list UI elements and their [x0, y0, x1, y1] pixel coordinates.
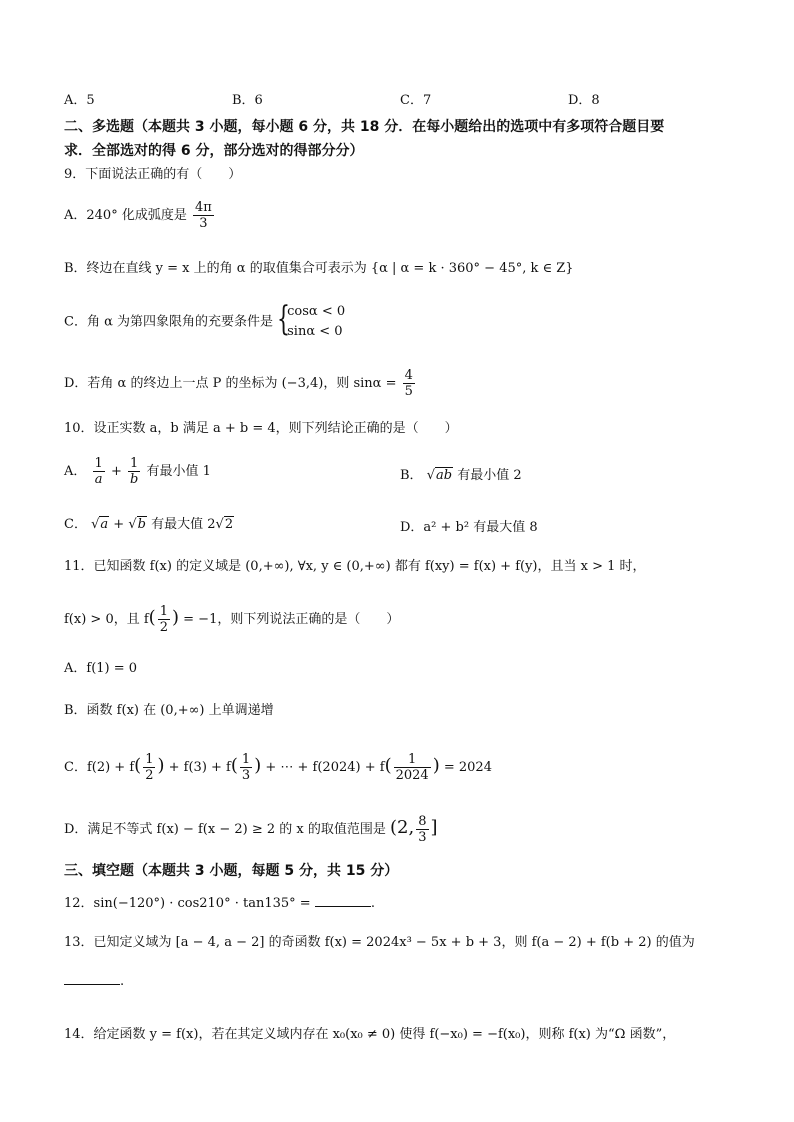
plus-sign: + [113, 517, 125, 532]
q8-options [64, 92, 744, 110]
q11-option-d-fraction [416, 814, 428, 845]
fraction-denominator: b [130, 472, 139, 487]
interval-close: ] [430, 817, 438, 838]
fraction-denominator: 3 [241, 768, 251, 783]
q10-option-b [400, 464, 522, 483]
q11-option-c [64, 752, 492, 783]
fraction-numerator: 1 [128, 456, 140, 472]
q10-option-a-label: A． [64, 464, 87, 479]
paren-close: ) [171, 607, 180, 628]
paren-open: ( [384, 755, 392, 776]
fraction-denominator: a [94, 472, 103, 487]
sqrt-icon: √b [128, 517, 146, 532]
fraction-denominator: 3 [199, 216, 208, 231]
paren-close: ) [432, 755, 440, 776]
q11-option-c-mid2: + ⋯ + f(2024) + f [265, 760, 385, 775]
q10-option-c-text: 有最大值 2 [151, 517, 216, 532]
paren-close: ) [157, 755, 165, 776]
q10-option-c-label: C． [64, 517, 87, 532]
fraction-denominator: 2024 [395, 768, 429, 783]
q11-option-d [64, 814, 438, 845]
q11-option-c-fraction-2 [240, 752, 252, 783]
q13-end: . [120, 974, 125, 989]
q9-option-d-fraction [403, 368, 415, 399]
fraction-numerator: 1 [394, 752, 431, 768]
fraction-numerator: 8 [418, 814, 427, 829]
q9-option-b: B．终边在直线 y = x 上的角 α 的取值集合可表示为 {α | α = k · 360° − 45°, k ∈ Z} [64, 261, 574, 276]
q9-option-a [64, 200, 216, 231]
q9-option-a-text: A．240° 化成弧度是 [64, 208, 187, 223]
section3-heading: 三、填空题（本题共 3 小题，每题 5 分，共 15 分） [64, 863, 399, 879]
q10-option-a [64, 456, 211, 487]
q9-option-d [64, 368, 417, 399]
q11-option-a: A．f(1) = 0 [64, 661, 138, 676]
q11-option-d-pre: D．满足不等式 f(x) − f(x − 2) ≥ 2 的 x 的取值范围是 [64, 822, 386, 837]
sqrt-icon: √2 [215, 517, 234, 532]
radicand: ab [436, 468, 453, 483]
answer-blank[interactable] [315, 894, 371, 907]
q11-stem-line2 [64, 604, 399, 635]
section2-heading-line2: 求．全部选对的得 6 分，部分选对的得部分分） [64, 143, 364, 159]
fraction-numerator: 1 [94, 456, 103, 471]
paren-open: ( [134, 755, 142, 776]
q9-option-c-system [277, 299, 346, 342]
q9-option-c [64, 299, 346, 342]
q10-option-b-text: 有最小值 2 [457, 468, 522, 483]
q8-option-a: A．5 [64, 93, 95, 108]
system-line-2: sinα < 0 [287, 324, 343, 339]
q11-stem-line2-pre: f(x) > 0，且 f [64, 612, 149, 627]
system-line-1: cosα < 0 [287, 304, 346, 319]
q13-answer [64, 972, 124, 991]
q11-option-c-pre: C．f(2) + f [64, 760, 135, 775]
q12-text: 12．sin(−120°) · cos210° · tan135° = [64, 896, 311, 911]
paren-open: ( [148, 607, 156, 628]
q9-option-c-text: C．角 α 为第四象限角的充要条件是 [64, 314, 273, 330]
q11-option-c-mid: + f(3) + f [168, 760, 231, 775]
q10-option-a-fraction-1 [93, 456, 105, 487]
radicand: b [137, 517, 146, 532]
q11-option-c-fraction-1 [143, 752, 155, 783]
q11-stem-fraction [158, 604, 170, 635]
q10-option-a-text: 有最小值 1 [146, 464, 211, 479]
q14-text: 14．给定函数 y = f(x)，若在其定义域内存在 x₀(x₀ ≠ 0) 使得 f(−x₀) = −f(x₀)，则称 f(x) 为“Ω 函数”， [64, 1027, 676, 1042]
q8-option-b: B．6 [232, 93, 263, 108]
sqrt-icon: √ab [426, 468, 453, 483]
q11-option-b: B．函数 f(x) 在 (0,+∞) 上单调递增 [64, 703, 274, 718]
answer-blank[interactable] [64, 972, 120, 985]
q10-option-b-label: B． [400, 468, 423, 483]
section2-heading-line1: 二、多选题（本题共 3 小题，每小题 6 分，共 18 分．在每小题给出的选项中有多项符合题目要 [64, 119, 665, 135]
fraction-numerator: 1 [159, 604, 168, 619]
q9-option-d-text: D．若角 α 的终边上一点 P 的坐标为 (−3,4)，则 sinα = [64, 376, 397, 391]
q9-stem: 9．下面说法正确的有（ ） [64, 167, 242, 182]
q8-option-c: C．7 [400, 93, 432, 108]
interval-open: (2, [390, 817, 415, 838]
paren-open: ( [230, 755, 238, 776]
q11-stem-line2-post: = −1，则下列说法正确的是（ ） [183, 612, 400, 627]
paren-close: ) [254, 755, 262, 776]
q11-stem-line1: 11．已知函数 f(x) 的定义域是 (0,+∞), ∀x, y ∈ (0,+∞) 都有 f(xy) = f(x) + f(y)，且当 x > 1 时， [64, 559, 646, 574]
q10-option-d: D．a² + b² 有最大值 8 [400, 520, 538, 535]
brace-icon: { [277, 299, 291, 339]
q10-option-a-fraction-2 [128, 456, 140, 487]
fraction-denominator: 5 [404, 384, 413, 399]
fraction-denominator: 3 [418, 830, 427, 845]
q11-option-c-fraction-3 [394, 752, 431, 783]
q13-text: 13．已知定义域为 [a − 4, a − 2] 的奇函数 f(x) = 2024x³ − 5x + b + 3，则 f(a − 2) + f(b + 2) 的值为 [64, 935, 695, 950]
q12 [64, 894, 375, 913]
fraction-numerator: 1 [145, 752, 154, 767]
fraction-numerator: 4π [194, 200, 212, 215]
q8-option-d: D．8 [568, 93, 600, 108]
sqrt-icon: √a [91, 517, 109, 532]
q9-option-a-fraction [193, 200, 214, 231]
radicand: a [100, 517, 109, 532]
fraction-numerator: 4 [404, 368, 413, 383]
radicand: 2 [224, 517, 234, 532]
plus-sign: + [110, 464, 122, 479]
fraction-numerator: 1 [241, 752, 251, 767]
fraction-denominator: 2 [145, 768, 154, 783]
q10-stem: 10．设正实数 a，b 满足 a + b = 4，则下列结论正确的是（ ） [64, 421, 458, 436]
q12-end: . [370, 896, 375, 911]
fraction-denominator: 2 [159, 620, 168, 635]
q10-option-c [64, 516, 234, 534]
q11-option-c-post: = 2024 [443, 760, 492, 775]
